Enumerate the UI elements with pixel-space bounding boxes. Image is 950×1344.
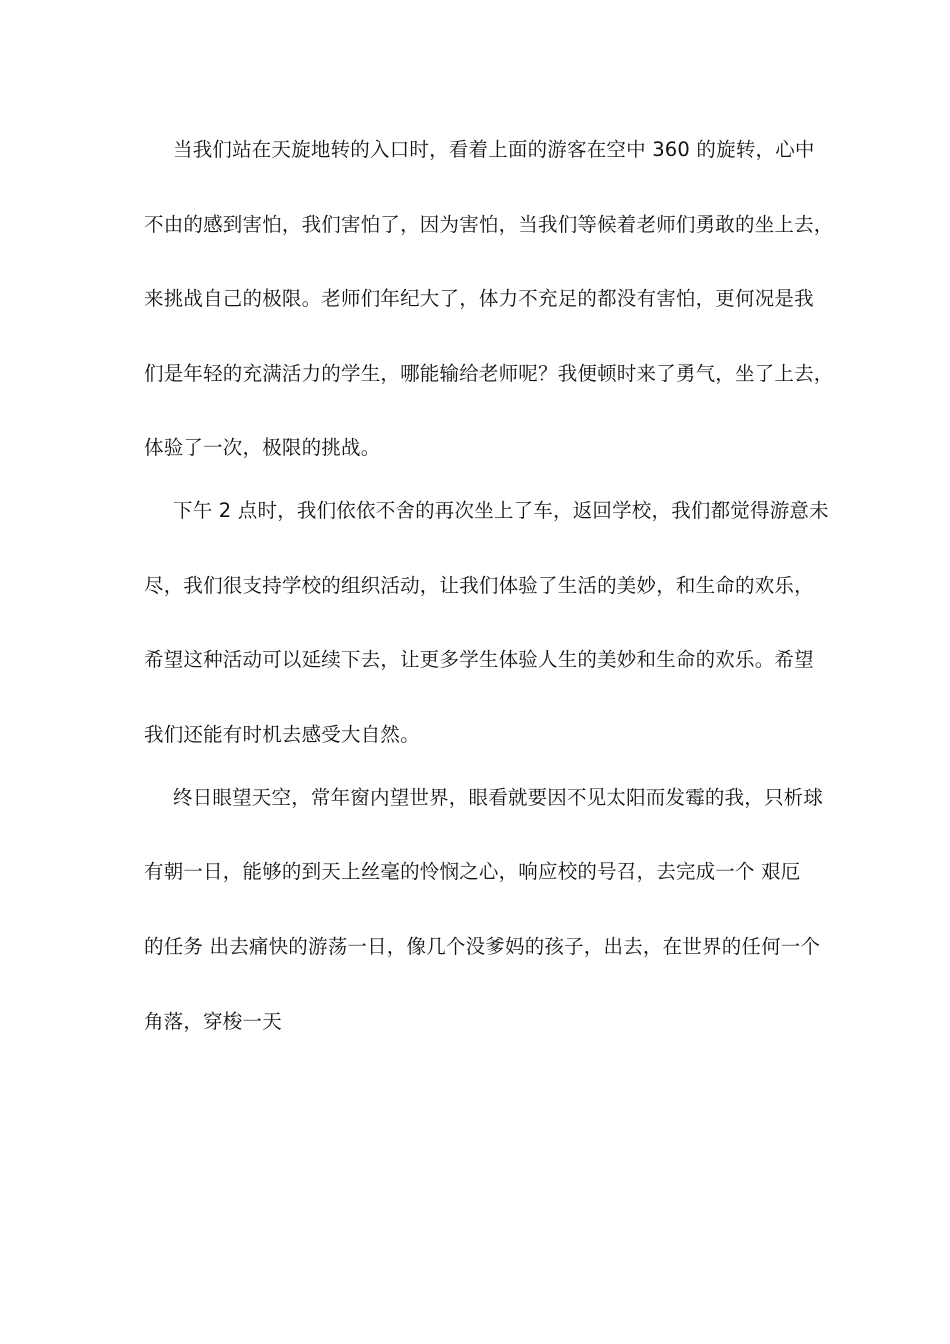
paragraph-1-line-3: 来挑战自己的极限。老师们年纪大了，体力不充足的都没有害怕，更何况是我 [144,287,814,310]
paragraph-1-line-2: 不由的感到害怕，我们害怕了，因为害怕，当我们等候着老师们勇敢的坐上去， [144,213,834,236]
paragraph-2-line-2: 尽，我们很支持学校的组织活动，让我们体验了生活的美妙，和生命的欢乐， [144,574,814,597]
paragraph-3-line-3: 的任务 出去痛快的游荡一日，像几个没爹妈的孩子，出去，在世界的任何一个 [144,935,821,958]
paragraph-3-line-4: 角落，穿梭一天 [144,1010,282,1033]
paragraph-1-line-5: 体验了一次，极限的挑战。 [144,436,381,459]
paragraph-2-line-3: 希望这种活动可以延续下去，让更多学生体验人生的美妙和生命的欢乐。希望 [144,648,814,671]
paragraph-3-line-1: 终日眼望天空，常年窗内望世界，眼看就要因不见太阳而发霉的我，只析球 [173,786,824,809]
paragraph-1-line-4: 们是年轻的充满活力的学生，哪能输给老师呢？我便顿时来了勇气，坐了上去， [144,362,834,385]
paragraph-1-line-1: 当我们站在天旋地转的入口时，看着上面的游客在空中 360 的旋转，心中 [173,138,815,161]
paragraph-2-line-4: 我们还能有时机去感受大自然。 [144,723,420,746]
paragraph-3-line-2: 有朝一日，能够的到天上丝毫的怜悯之心，响应校的号召，去完成一个 艰厄 [144,860,801,883]
paragraph-2-line-1: 下午 2 点时，我们依依不舍的再次坐上了车，返回学校，我们都觉得游意未 [173,499,829,522]
